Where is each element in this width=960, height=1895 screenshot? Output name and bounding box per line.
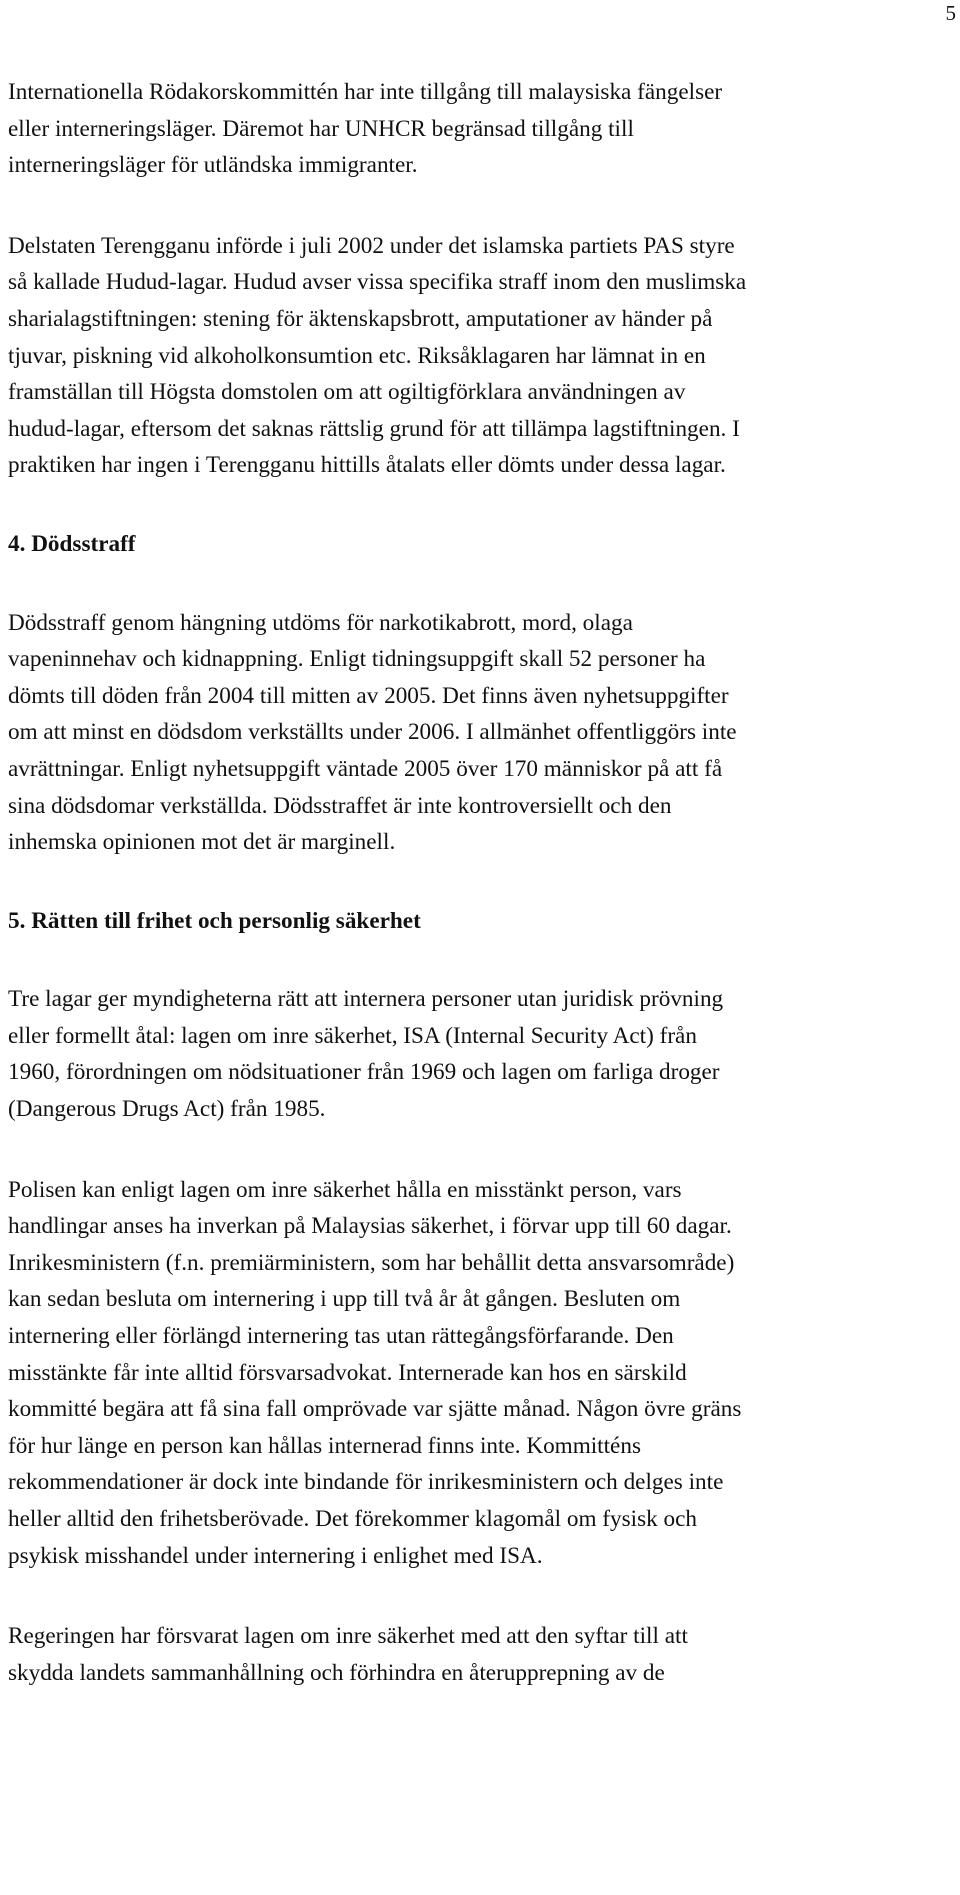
text-line: Polisen kan enligt lagen om inre säkerhet hålla en misstänkt person, vars — [8, 1176, 682, 1203]
text-line: Dödsstraff genom hängning utdöms för narkotikabrott, mord, olaga — [8, 609, 633, 636]
text-line: rekommendationer är dock inte bindande för inrikesministern och delges inte — [8, 1469, 724, 1496]
text-line: vapeninnehav och kidnappning. Enligt tidningsuppgift skall 52 personer ha — [8, 646, 706, 673]
text-line: (Dangerous Drugs Act) från 1985. — [8, 1096, 326, 1123]
text-line: sharialagstiftningen: stening för äktenskapsbrott, amputationer av händer på — [8, 305, 713, 332]
paragraph-government-defense — [8, 1618, 948, 1691]
text-line: framställan till Högsta domstolen om att ogiltigförklara användningen av — [8, 379, 686, 406]
page-number: 5 — [945, 1, 956, 25]
text-line: Internationella Rödakorskommittén har inte tillgång till malaysiska fängelser — [8, 79, 723, 105]
text-line: Regeringen har försvarat lagen om inre säkerhet med att den syftar till att — [8, 1623, 688, 1650]
paragraph-hudud-laws — [8, 228, 948, 484]
text-line: hudud-lagar, eftersom det saknas rättslig grund för att tillämpa lagstiftningen. I — [8, 415, 740, 442]
paragraph-gap — [8, 939, 948, 981]
text-line: interneringsläger för utländska immigranter. — [8, 152, 418, 179]
document-body — [8, 74, 948, 1691]
text-line: psykisk misshandel under internering i enlighet med ISA. — [8, 1542, 543, 1569]
text-line: kan sedan besluta om internering i upp till två år åt gången. Besluten om — [8, 1286, 681, 1313]
text-line: internering eller förlängd internering tas utan rättegångsförfarande. Den — [8, 1323, 674, 1350]
paragraph-gap — [8, 861, 948, 903]
text-line: dömts till döden från 2004 till mitten av 2005. Det finns även nyhetsuppgifter — [8, 682, 729, 709]
text-line: skydda landets sammanhållning och förhindra en återupprepning av de — [8, 1659, 665, 1686]
text-line: för hur länge en person kan hållas internerad finns inte. Kommitténs — [8, 1432, 641, 1459]
paragraph-gap — [8, 1574, 948, 1618]
text-line: så kallade Hudud-lagar. Hudud avser vissa specifika straff inom den muslimska — [8, 269, 747, 296]
text-line: eller interneringsläger. Däremot har UNHCR begränsad tillgång till — [8, 115, 634, 142]
text-line: inhemska opinionen mot det är marginell. — [8, 829, 396, 856]
paragraph-gap — [8, 1128, 948, 1172]
text-line: sina dödsdomar verkställda. Dödsstraffet är inte kontroversiellt och den — [8, 792, 672, 819]
paragraph-gap — [8, 184, 948, 228]
section-heading-liberty-security: 5. Rätten till frihet och personlig säkerhet — [8, 907, 421, 934]
text-line: praktiken har ingen i Terengganu hittills åtalats eller dömts under dessa lagar. — [8, 452, 726, 479]
text-line: avrättningar. Enligt nyhetsuppgift väntade 2005 över 170 människor på att få — [8, 755, 723, 782]
paragraph-gap — [8, 484, 948, 526]
text-line: heller alltid den frihetsberövade. Det förekommer klagomål om fysisk och — [8, 1506, 697, 1532]
section-heading-death-penalty: 4. Dödsstraff — [8, 530, 136, 557]
paragraph-detention-laws — [8, 981, 948, 1127]
paragraph-isa-detention — [8, 1172, 948, 1575]
text-line: misstänkte får inte alltid försvarsadvokat. Internerade kan hos en särskild — [8, 1359, 687, 1386]
text-line: Inrikesministern (f.n. premiärministern, som har behållit detta ansvarsområde) — [8, 1249, 735, 1276]
text-line: Delstaten Terengganu införde i juli 2002 under det islamska partiets PAS styre — [8, 232, 735, 259]
text-line: 1960, förordningen om nödsituationer från 1969 och lagen om farliga droger — [8, 1059, 720, 1086]
paragraph-death-penalty — [8, 605, 948, 861]
text-line: handlingar anses ha inverkan på Malaysias säkerhet, i förvar upp till 60 dagar. — [8, 1213, 732, 1240]
text-line: om att minst en dödsdom verkställts under 2006. I allmänhet offentliggörs inte — [8, 719, 737, 746]
paragraph-gap — [8, 563, 948, 605]
paragraph-icrc-access — [8, 74, 948, 184]
text-line: eller formellt åtal: lagen om inre säkerhet, ISA (Internal Security Act) från — [8, 1022, 697, 1049]
text-line: Tre lagar ger myndigheterna rätt att internera personer utan juridisk prövning — [8, 986, 724, 1013]
text-line: kommitté begära att få sina fall omprövade var sjätte månad. Någon övre gräns — [8, 1396, 742, 1423]
text-line: tjuvar, piskning vid alkoholkonsumtion etc. Riksåklagaren har lämnat in en — [8, 342, 706, 369]
